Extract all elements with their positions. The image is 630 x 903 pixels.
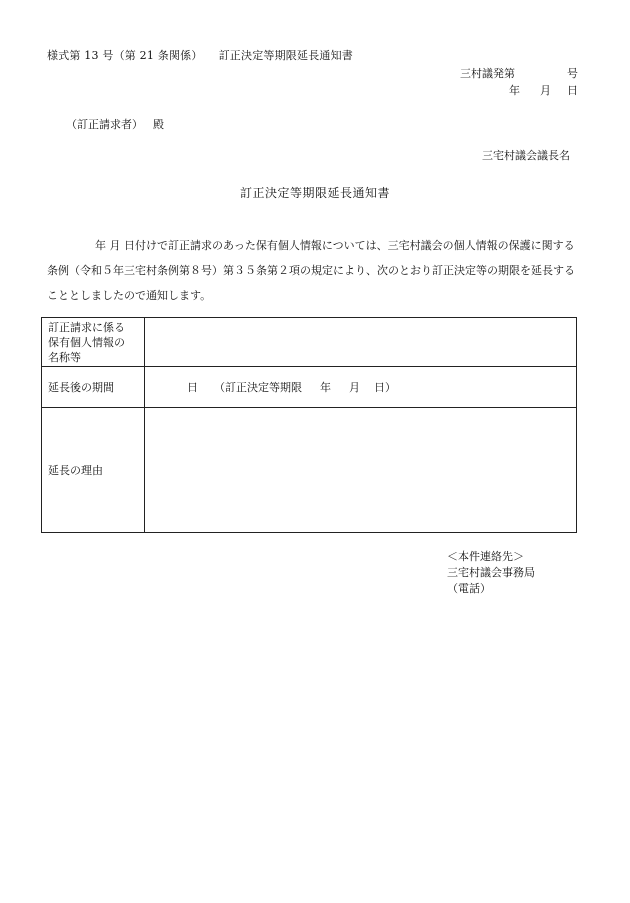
label-line: 訂正請求に係る — [48, 320, 125, 334]
contact-phone: （電話） — [447, 582, 491, 595]
label-line: 名称等 — [48, 350, 81, 364]
issue-date — [509, 82, 578, 98]
form-number: 様式第 13 号（第 21 条関係） — [47, 49, 203, 62]
table-value-extension-reason — [145, 408, 577, 533]
sender-name: 三宅村議会議長名 — [482, 149, 570, 162]
table-label-extended-period: 延長後の期間 — [42, 367, 145, 408]
recipient-honorific: 殿 — [153, 118, 164, 131]
table-value-information-name — [145, 318, 577, 367]
table-label-information-name — [42, 318, 145, 367]
reference-prefix: 三村議発第 — [460, 67, 515, 80]
body-text-content: 日付けで訂正請求のあった保有個人情報については、三宅村議会の個人情報の保護に関する条例（令和５年三宅村条例第８号）第３５条第２項の規定により、次のとおり訂正決定等の期限を延長することとしましたので通知します。 — [47, 239, 575, 302]
period-day: 日 — [187, 381, 198, 394]
label-line: 保有個人情報の — [48, 335, 125, 349]
form-header-title: 訂正決定等期限延長通知書 — [218, 49, 353, 62]
date-month: 月 — [540, 84, 551, 97]
table-row — [42, 367, 577, 408]
body-date-year: 年 — [95, 239, 106, 252]
contact-info — [447, 549, 535, 597]
document-title: 訂正決定等期限延長通知書 — [239, 186, 390, 200]
table-label-extension-reason: 延長の理由 — [42, 408, 145, 533]
notice-table — [41, 317, 577, 533]
date-day: 日 — [567, 84, 578, 97]
body-paragraph — [47, 233, 582, 308]
recipient — [66, 116, 164, 132]
recipient-label: （訂正請求者） — [66, 118, 143, 131]
period-year: 年 — [320, 381, 331, 394]
reference-suffix: 号 — [567, 67, 578, 80]
document-reference-number — [460, 65, 578, 81]
contact-office: 三宅村議会事務局 — [447, 566, 535, 579]
table-value-extended-period — [145, 367, 577, 408]
date-year: 年 — [509, 84, 520, 97]
body-date-month: 月 — [109, 239, 121, 252]
table-row — [42, 408, 577, 533]
period-month: 月 — [349, 381, 360, 394]
contact-header: ＜本件連絡先＞ — [447, 550, 524, 563]
form-header — [47, 47, 353, 63]
period-day-close: 日） — [374, 381, 396, 394]
period-deadline-open: （訂正決定等期限 — [214, 381, 302, 394]
table-row — [42, 318, 577, 367]
